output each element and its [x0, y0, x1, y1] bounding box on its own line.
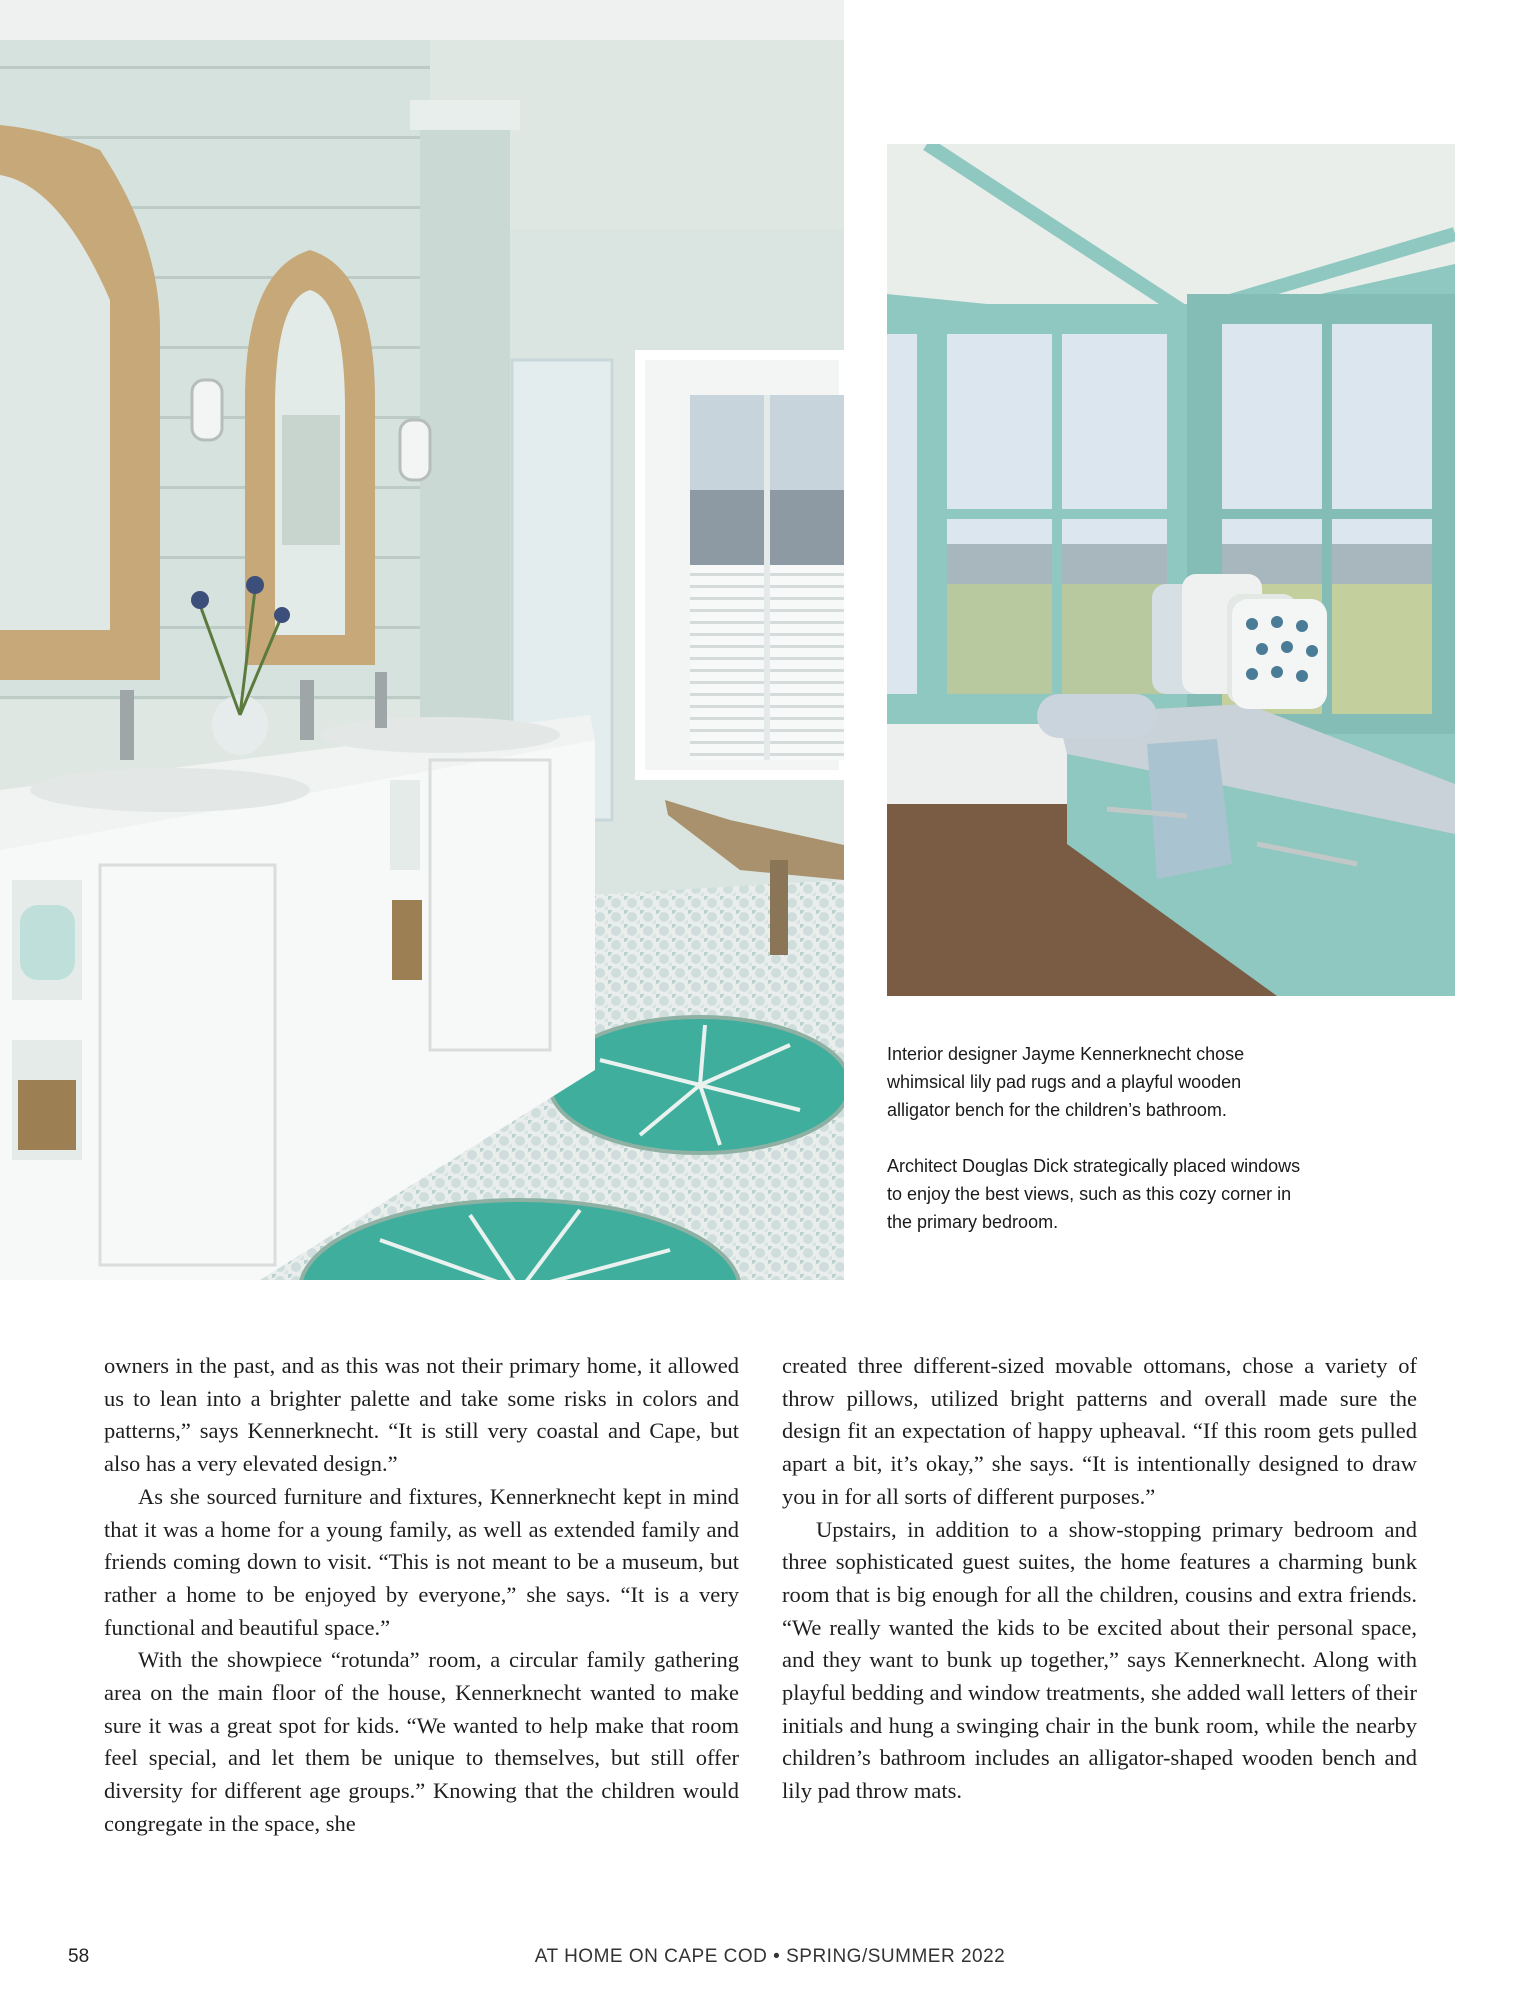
- article-paragraph: As she sourced furniture and fixtures, Kennerknecht kept in mind that it was a home for a young family, as well as extended family and friends coming down to visit. “This is not meant to be a museum, but rather a home to be enjoyed by everyone,” she says. “It is a very functional and beautiful space.”: [104, 1483, 739, 1640]
- bedroom-photo: [887, 144, 1455, 996]
- article-paragraph: owners in the past, and as this was not their primary home, it allowed us to lean into a brighter palette and take some risks in colors and patterns,” says Kennerknecht. “It is still very coastal and Cape, but also has a very elevated design.”: [104, 1353, 739, 1477]
- bedroom-illustration: [887, 144, 1455, 996]
- page-number: 58: [68, 1946, 90, 1967]
- article-column-right: [782, 1350, 1417, 1808]
- bathroom-illustration: [0, 0, 844, 1280]
- bathroom-photo: [0, 0, 844, 1280]
- caption-bathroom: Interior designer Jayme Kennerknecht chose whimsical lily pad rugs and a playful wooden alligator bench for the children’s bathroom.: [887, 1044, 1245, 1120]
- article-paragraph: Upstairs, in addition to a show-stopping primary bedroom and three sophisticated guest suites, the home features a charming bunk room that is big enough for all the children, cousins and extra friends. “We really wanted the kids to be excited about their personal space, and they want to bunk up together,” says Kennerknecht. Along with playful bedding and window treatments, she added wall letters of their initials and hung a swinging chair in the bunk room, while the nearby children’s bathroom includes an alligator-shaped wooden bench and lily pad throw mats.: [782, 1516, 1417, 1804]
- article-paragraph: created three different-sized movable ottomans, chose a variety of throw pillows, utilized bright patterns and overall made sure the design fit an expectation of happy upheaval. “If this room gets pulled apart a bit, it’s okay,” she says. “It is intentionally designed to draw you in for all sorts of different purposes.”: [782, 1353, 1417, 1509]
- photo-captions: [887, 1040, 1307, 1264]
- running-footer: AT HOME ON CAPE COD • SPRING/SUMMER 2022: [534, 1946, 1006, 1967]
- article-column-left: [104, 1350, 739, 1841]
- caption-bedroom: Architect Douglas Dick strategically placed windows to enjoy the best views, such as this cozy corner in the primary bedroom.: [887, 1156, 1301, 1232]
- article-paragraph: With the showpiece “rotunda” room, a circular family gathering area on the main floor of the house, Kennerknecht wanted to make sure it was a great spot for kids. “We wanted to help make that room feel special, and let them be unique to themselves, but still offer diversity for different age groups.” Knowing that the children would congregate in the space, she: [104, 1647, 739, 1836]
